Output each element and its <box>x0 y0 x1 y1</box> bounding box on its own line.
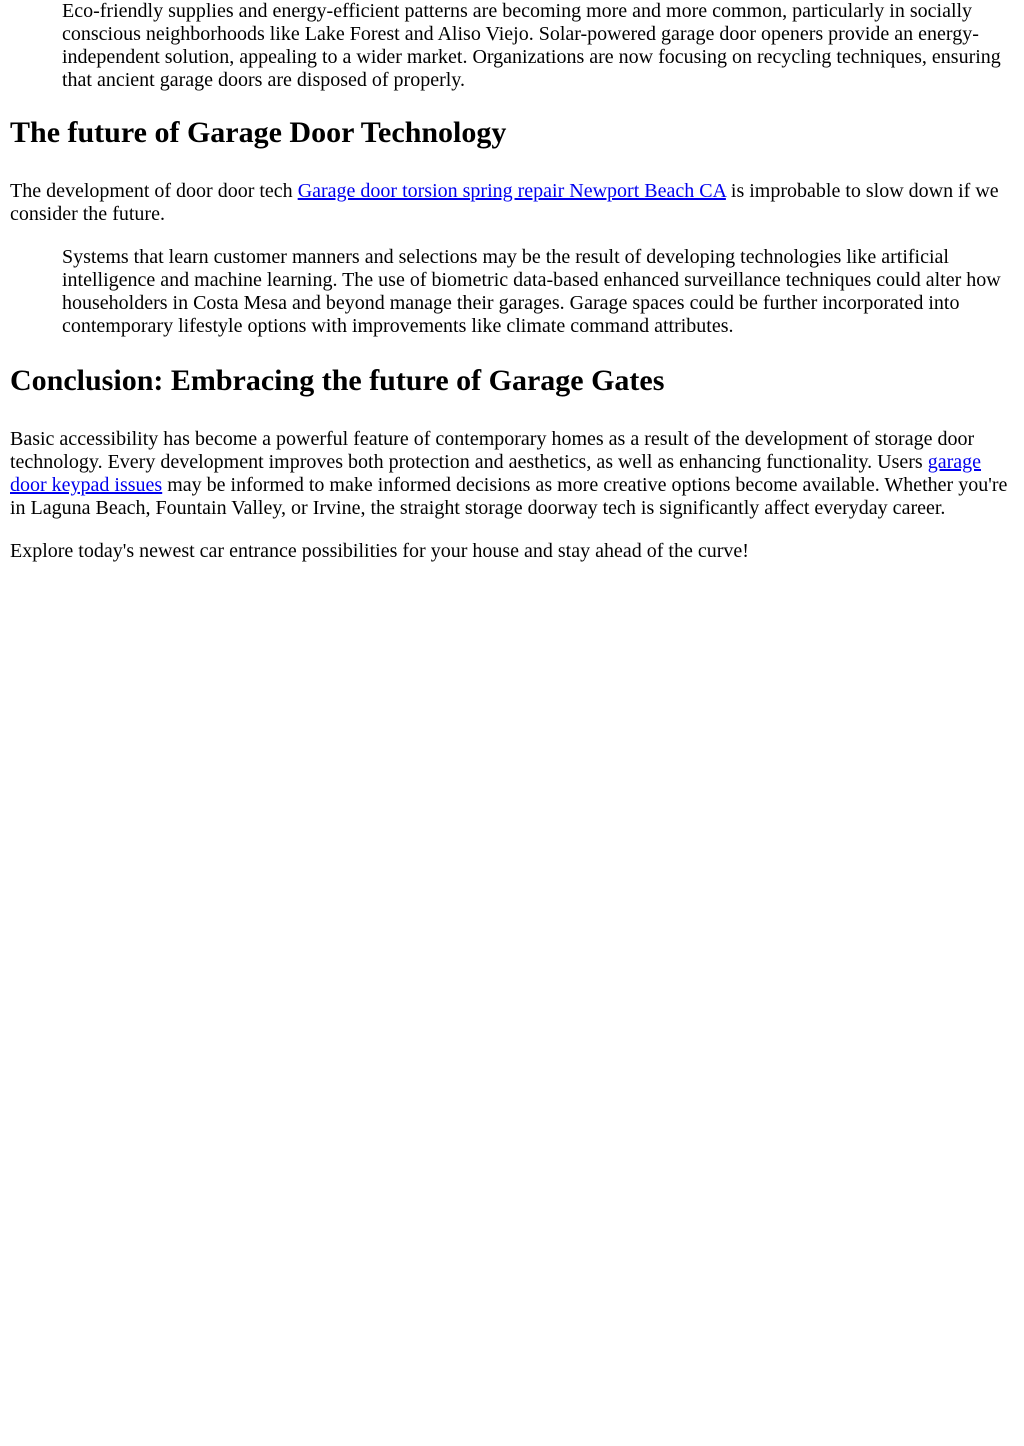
heading-conclusion: Conclusion: Embracing the future of Garage Gates <box>10 364 665 397</box>
future-intro-text-before: The development of door door tech <box>10 180 298 202</box>
conclusion-text-before: Basic accessibility has become a powerful feature of contemporary homes as a result of the development of storage door technology. Every development improves both protection and aesthetics, as well as enhancing functionality. Users <box>10 428 975 473</box>
conclusion-text-after: may be informed to make informed decisions as more creative options become available. Whether you're in Laguna Beach, Fountain Valley, or Irvine, the straight storage doorway tech is significantly affect everyday career. <box>10 474 1008 519</box>
garage-door-keypad-issues-link[interactable]: garage door keypad issues <box>10 451 982 496</box>
future-systems-quote <box>62 246 1014 338</box>
future-systems-quote-text: Systems that learn customer manners and selections may be the result of developing technologies like artificial intelligence and machine learning. The use of biometric data-based enhanced surveillance techniques could alter how householders in Costa Mesa and beyond manage their garages. Garage spaces could be further incorporated into contemporary lifestyle options with improvements like climate command attributes. <box>62 246 1001 337</box>
article-page <box>0 0 1024 563</box>
future-intro-text-after: is improbable to slow down if we consider the future. <box>10 180 999 225</box>
closing-paragraph: Explore today's newest car entrance possibilities for your house and stay ahead of the curve! <box>10 540 749 562</box>
eco-friendly-quote-text: Eco-friendly supplies and energy-efficient patterns are becoming more and more common, particularly in socially conscious neighborhoods like Lake Forest and Aliso Viejo. Solar-powered garage door openers provide an energy-independent solution, appealing to a wider market. Organizations are now focusing on recycling techniques, ensuring that ancient garage doors are disposed of properly. <box>62 0 1001 91</box>
heading-future-technology: The future of Garage Door Technology <box>10 116 507 149</box>
torsion-spring-repair-link[interactable]: Garage door torsion spring repair Newport Beach CA <box>297 180 726 202</box>
future-intro-paragraph <box>10 180 1014 226</box>
eco-friendly-quote <box>62 0 1014 92</box>
conclusion-paragraph <box>10 428 1014 520</box>
